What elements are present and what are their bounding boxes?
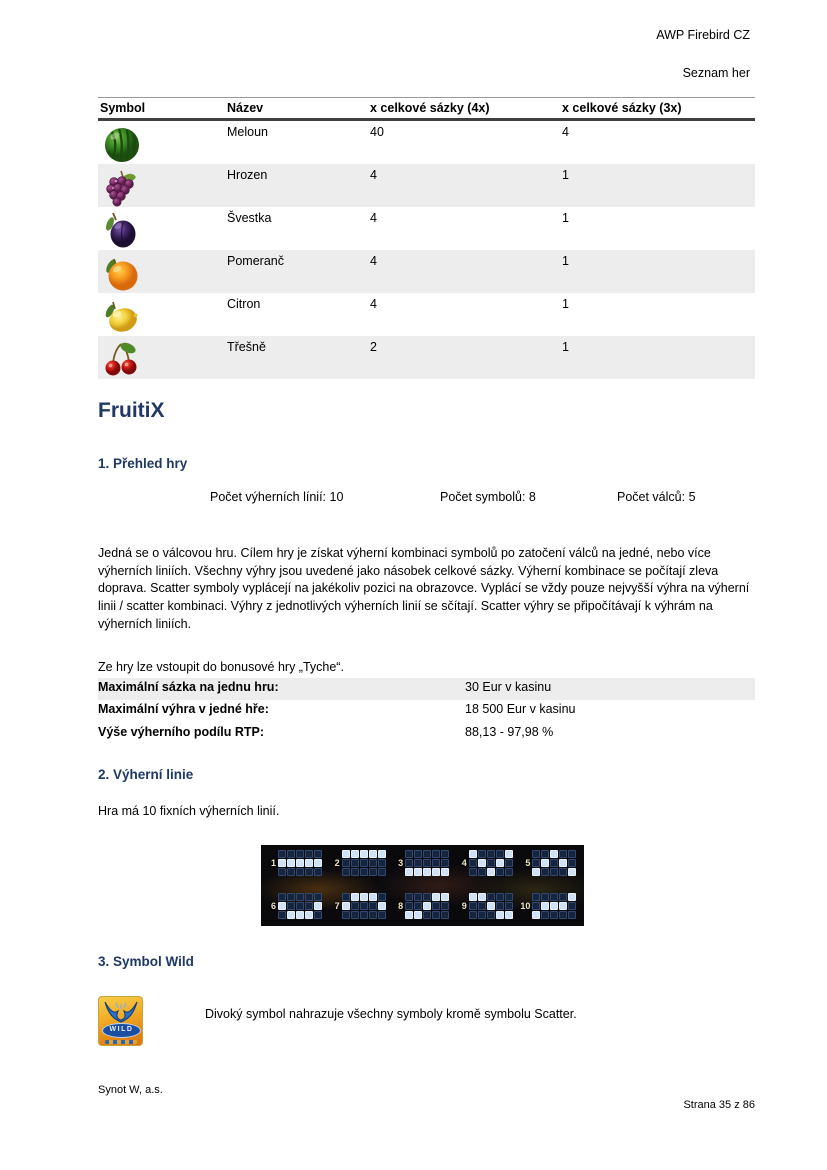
stat-symbols: Počet symbolů: 8 xyxy=(440,490,536,504)
info-label: Výše výherního podílu RTP: xyxy=(98,724,264,739)
payline-cell xyxy=(550,902,558,910)
win-4x: 4 xyxy=(370,254,377,268)
payline-cell xyxy=(351,850,359,858)
payline-cell xyxy=(568,911,576,919)
payline-cell xyxy=(423,850,431,858)
col-header-4x: x celkové sázky (4x) xyxy=(368,98,560,120)
payline-cell xyxy=(505,911,513,919)
payline-cell xyxy=(469,911,477,919)
payline-grid xyxy=(456,850,517,878)
cherries-icon xyxy=(102,339,142,379)
lemon-icon xyxy=(102,296,142,336)
payline-cell xyxy=(505,850,513,858)
payline-cell xyxy=(305,868,313,876)
info-row-max-bet xyxy=(98,678,755,700)
payline-cell xyxy=(568,893,576,901)
payline-cell xyxy=(505,868,513,876)
payline-number: 1 xyxy=(270,858,276,868)
payline-number: 2 xyxy=(334,858,340,868)
payline-number: 10 xyxy=(520,901,531,911)
payline-grid xyxy=(265,850,326,878)
payline-cell xyxy=(505,859,513,867)
payline-cell xyxy=(469,893,477,901)
table-row xyxy=(98,293,755,336)
payline-cell xyxy=(505,893,513,901)
payline-cell xyxy=(360,850,368,858)
payline-cell xyxy=(296,902,304,910)
payline-cell xyxy=(314,868,322,876)
section-heading-paylines: 2. Výherní linie xyxy=(98,767,194,782)
payline-number: 9 xyxy=(461,901,467,911)
symbol-name: Třešně xyxy=(227,340,266,354)
payline-cell xyxy=(432,868,440,876)
payline-cell xyxy=(405,859,413,867)
payline-cell xyxy=(351,859,359,867)
payline-cell xyxy=(441,859,449,867)
info-value: 30 Eur v kasinu xyxy=(465,680,552,694)
payline-grid xyxy=(329,893,390,921)
payline-cell xyxy=(487,868,495,876)
payline-cell xyxy=(432,902,440,910)
payline-cells xyxy=(532,850,576,876)
payline-cell xyxy=(414,902,422,910)
payline-cell xyxy=(287,893,295,901)
payline-cell xyxy=(351,893,359,901)
col-header-name: Název xyxy=(225,98,368,120)
table-row xyxy=(98,207,755,250)
payline-cell xyxy=(342,859,350,867)
payline-cell xyxy=(568,850,576,858)
win-4x: 4 xyxy=(370,211,377,225)
win-4x: 40 xyxy=(370,125,384,139)
payline-cell xyxy=(469,868,477,876)
payline-cell xyxy=(478,859,486,867)
payline-cell xyxy=(559,850,567,858)
payline-cell xyxy=(541,850,549,858)
payline-cell xyxy=(532,850,540,858)
payline-cells xyxy=(532,893,576,919)
game-stats xyxy=(98,490,758,508)
payline-grid xyxy=(456,893,517,921)
payline-cell xyxy=(351,868,359,876)
payline-cells xyxy=(342,850,386,876)
payline-cell xyxy=(550,868,558,876)
payline-grid xyxy=(519,850,580,878)
col-header-3x: x celkové sázky (3x) xyxy=(560,98,755,120)
payline-cell xyxy=(369,902,377,910)
payline-cell xyxy=(559,893,567,901)
orange-icon xyxy=(102,253,142,293)
payline-cell xyxy=(296,859,304,867)
payline-cell xyxy=(541,893,549,901)
payline-cell xyxy=(314,893,322,901)
payline-cell xyxy=(496,850,504,858)
wild-description: Divoký symbol nahrazuje všechny symboly kromě symbolu Scatter. xyxy=(205,1007,577,1021)
win-4x: 2 xyxy=(370,340,377,354)
payline-grid xyxy=(392,850,453,878)
payline-cell xyxy=(568,868,576,876)
payline-cell xyxy=(423,868,431,876)
payline-cell xyxy=(305,859,313,867)
paytable xyxy=(98,97,755,379)
payline-cell xyxy=(568,859,576,867)
info-value: 88,13 - 97,98 % xyxy=(465,724,554,739)
payline-cell xyxy=(469,850,477,858)
payline-cell xyxy=(496,893,504,901)
payline-cells xyxy=(405,893,449,919)
paylines-note: Hra má 10 fixních výherních linií. xyxy=(98,804,280,818)
payline-cells xyxy=(278,893,322,919)
symbol-name: Citron xyxy=(227,297,261,311)
payline-number: 5 xyxy=(525,858,531,868)
payline-cell xyxy=(405,868,413,876)
payline-cell xyxy=(532,868,540,876)
payline-cell xyxy=(532,859,540,867)
payline-number: 3 xyxy=(398,858,404,868)
payline-cell xyxy=(414,850,422,858)
payline-cell xyxy=(287,902,295,910)
info-row-max-win xyxy=(98,700,755,722)
payline-cell xyxy=(559,902,567,910)
payline-cell xyxy=(432,911,440,919)
payline-cell xyxy=(378,859,386,867)
payline-cell xyxy=(441,868,449,876)
payline-cell xyxy=(478,868,486,876)
payline-grid xyxy=(392,893,453,921)
watermelon-icon xyxy=(102,124,142,164)
grapes-icon xyxy=(102,167,142,207)
payline-cell xyxy=(541,911,549,919)
section-heading-wild: 3. Symbol Wild xyxy=(98,954,194,969)
payline-cell xyxy=(414,859,422,867)
payline-cell xyxy=(496,868,504,876)
payline-cell xyxy=(296,893,304,901)
payline-cell xyxy=(432,850,440,858)
payline-cell xyxy=(414,893,422,901)
payline-cell xyxy=(369,893,377,901)
payline-cells xyxy=(278,850,322,876)
payline-cell xyxy=(432,859,440,867)
payline-cells xyxy=(405,850,449,876)
payline-cell xyxy=(405,911,413,919)
payline-cell xyxy=(314,911,322,919)
payline-cell xyxy=(487,859,495,867)
win-3x: 1 xyxy=(562,168,569,182)
payline-cell xyxy=(469,902,477,910)
footer-page-number: Strana 35 z 86 xyxy=(683,1099,755,1111)
payline-cell xyxy=(305,902,313,910)
payline-cell xyxy=(378,893,386,901)
payline-cell xyxy=(305,893,313,901)
payline-cell xyxy=(496,902,504,910)
payline-cell xyxy=(360,902,368,910)
footer-company: Synot W, a.s. xyxy=(98,1084,163,1096)
payline-cell xyxy=(432,893,440,901)
payline-cell xyxy=(496,911,504,919)
table-row xyxy=(98,250,755,293)
payline-cell xyxy=(360,911,368,919)
payline-cell xyxy=(378,868,386,876)
symbol-name: Hrozen xyxy=(227,168,268,182)
payline-cell xyxy=(296,850,304,858)
win-3x: 1 xyxy=(562,254,569,268)
payline-cell xyxy=(287,850,295,858)
payline-grid xyxy=(519,893,580,921)
payline-cell xyxy=(532,893,540,901)
payline-cell xyxy=(287,868,295,876)
payline-cell xyxy=(478,902,486,910)
symbol-name: Švestka xyxy=(227,211,272,225)
payline-cell xyxy=(550,850,558,858)
payline-cell xyxy=(369,859,377,867)
paytable-header-row xyxy=(98,98,755,120)
payline-cell xyxy=(532,911,540,919)
payline-cell xyxy=(278,902,286,910)
payline-cell xyxy=(287,859,295,867)
payline-cell xyxy=(305,911,313,919)
stat-paylines: Počet výherních línií: 10 xyxy=(210,490,344,504)
payline-cell xyxy=(405,893,413,901)
payline-cell xyxy=(369,850,377,858)
payline-cell xyxy=(296,868,304,876)
table-row xyxy=(98,120,755,165)
payline-cell xyxy=(441,911,449,919)
info-label: Maximální sázka na jednu hru: xyxy=(98,680,279,694)
payline-cell xyxy=(441,902,449,910)
payline-cell xyxy=(541,859,549,867)
win-4x: 4 xyxy=(370,297,377,311)
win-4x: 4 xyxy=(370,168,377,182)
payline-cell xyxy=(278,893,286,901)
wild-symbol-icon xyxy=(98,996,143,1046)
game-description: Jedná se o válcovou hru. Cílem hry je získat výherní kombinaci symbolů po zatočení válců na jedné, nebo více výherních liniích. Všechny výhry jsou uvedené jako násobek celkové sázky. Výherní kombinace se počítají zleva doprava. Scatter symboly vyplácejí na jakékoliv pozici na obrazovce. Vyplácí se vždy pouze nejvyšší výhra na výherní linii / scatter kombinaci. Výhry z jednotlivých výherních linií se sčítají. Scatter výhry se připočítávají k výhrám na výherních liniích. xyxy=(98,546,750,631)
payline-cell xyxy=(487,850,495,858)
payline-cell xyxy=(342,850,350,858)
wild-icon-base xyxy=(105,1040,137,1044)
payline-cell xyxy=(478,850,486,858)
table-row xyxy=(98,164,755,207)
payline-cell xyxy=(305,850,313,858)
payline-cell xyxy=(414,868,422,876)
section-heading-overview: 1. Přehled hry xyxy=(98,456,188,471)
info-label: Maximální výhra v jedné hře: xyxy=(98,702,269,717)
payline-cell xyxy=(369,911,377,919)
payline-cell xyxy=(278,868,286,876)
payline-cell xyxy=(559,911,567,919)
payline-cell xyxy=(342,893,350,901)
payline-number: 8 xyxy=(398,901,404,911)
payline-cell xyxy=(541,902,549,910)
table-row xyxy=(98,336,755,379)
info-row-rtp xyxy=(98,723,755,745)
payline-cell xyxy=(369,868,377,876)
payline-cell xyxy=(505,902,513,910)
payline-cell xyxy=(296,911,304,919)
payline-cell xyxy=(478,893,486,901)
win-3x: 1 xyxy=(562,297,569,311)
wild-banner-label: WILD xyxy=(102,1023,141,1038)
payline-grid xyxy=(265,893,326,921)
payline-cell xyxy=(342,868,350,876)
stat-reels: Počet válců: 5 xyxy=(617,490,696,504)
payline-cell xyxy=(351,911,359,919)
payline-cell xyxy=(441,893,449,901)
game-info-table xyxy=(98,678,755,745)
payline-cell xyxy=(568,902,576,910)
payline-cell xyxy=(478,911,486,919)
payline-cell xyxy=(469,859,477,867)
payline-cell xyxy=(378,911,386,919)
payline-cell xyxy=(487,902,495,910)
payline-cell xyxy=(342,902,350,910)
payline-cell xyxy=(314,859,322,867)
payline-cells xyxy=(342,893,386,919)
paylines-image xyxy=(261,845,584,926)
payline-cell xyxy=(559,859,567,867)
symbol-name: Meloun xyxy=(227,125,268,139)
payline-cell xyxy=(487,911,495,919)
payline-cell xyxy=(496,859,504,867)
win-3x: 1 xyxy=(562,211,569,225)
payline-cell xyxy=(550,911,558,919)
payline-cell xyxy=(278,850,286,858)
payline-cells xyxy=(469,893,513,919)
payline-cell xyxy=(378,902,386,910)
win-3x: 4 xyxy=(562,125,569,139)
payline-cell xyxy=(405,902,413,910)
payline-cell xyxy=(314,850,322,858)
payline-cell xyxy=(423,911,431,919)
payline-cell xyxy=(532,902,540,910)
win-3x: 1 xyxy=(562,340,569,354)
payline-cell xyxy=(559,868,567,876)
payline-cell xyxy=(414,911,422,919)
payline-cell xyxy=(541,868,549,876)
info-value: 18 500 Eur v kasinu xyxy=(465,702,576,717)
doc-subtitle: Seznam her xyxy=(682,66,750,80)
payline-cell xyxy=(342,911,350,919)
payline-cell xyxy=(487,893,495,901)
payline-cells xyxy=(469,850,513,876)
payline-cell xyxy=(360,859,368,867)
payline-cell xyxy=(287,911,295,919)
symbol-name: Pomeranč xyxy=(227,254,284,268)
payline-number: 4 xyxy=(461,858,467,868)
payline-cell xyxy=(550,893,558,901)
payline-cell xyxy=(360,893,368,901)
document-header xyxy=(656,27,750,82)
payline-cell xyxy=(351,902,359,910)
plum-icon xyxy=(102,210,142,250)
payline-cell xyxy=(278,859,286,867)
payline-cell xyxy=(423,902,431,910)
payline-number: 6 xyxy=(270,901,276,911)
payline-cell xyxy=(441,850,449,858)
payline-number: 7 xyxy=(334,901,340,911)
payline-cell xyxy=(405,850,413,858)
payline-cell xyxy=(550,859,558,867)
doc-title: AWP Firebird CZ xyxy=(656,28,750,42)
payline-cell xyxy=(423,893,431,901)
payline-cell xyxy=(378,850,386,858)
col-header-symbol: Symbol xyxy=(98,98,225,120)
payline-cell xyxy=(423,859,431,867)
payline-cell xyxy=(278,911,286,919)
payline-grid xyxy=(329,850,390,878)
payline-cell xyxy=(360,868,368,876)
payline-cell xyxy=(314,902,322,910)
game-title: FruitiX xyxy=(98,399,165,422)
bonus-note: Ze hry lze vstoupit do bonusové hry „Tyche“. xyxy=(98,660,344,674)
